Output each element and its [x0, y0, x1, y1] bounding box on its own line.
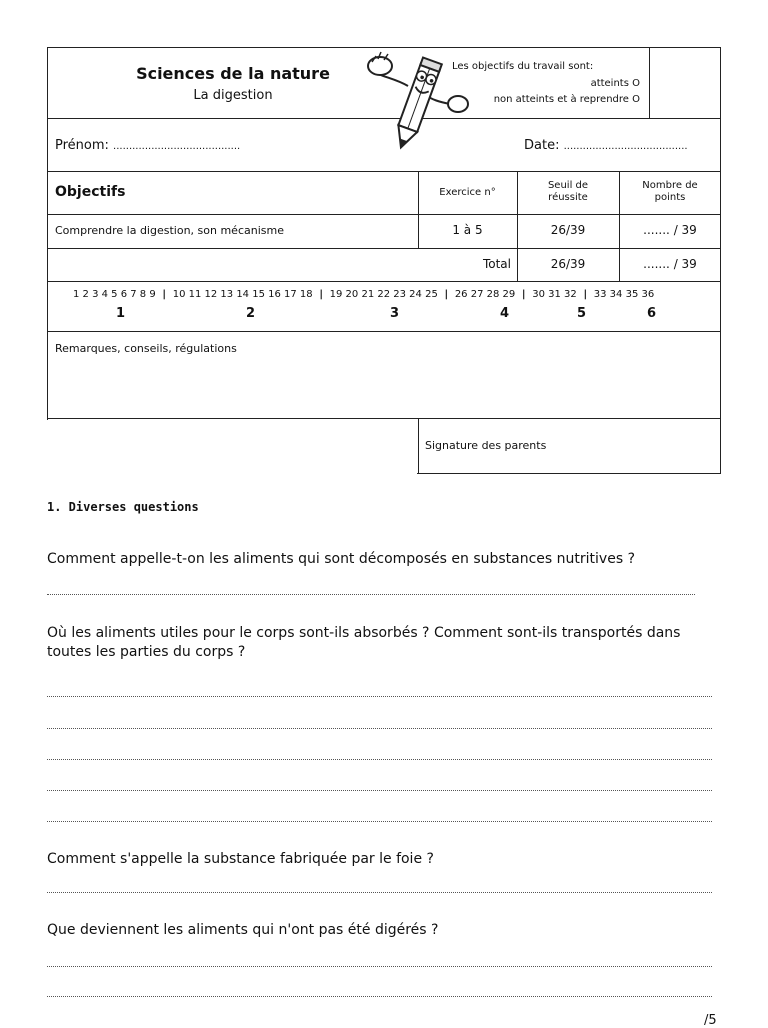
- question-4: Que deviennent les aliments qui n'ont pas été digérés ?: [47, 922, 439, 938]
- scale-group-1: 1 2 3 4 5 6 7 8 9: [73, 289, 156, 300]
- row1-objective: Comprendre la digestion, son mécanisme: [55, 224, 284, 237]
- scale-group-4: 26 27 28 29: [454, 289, 516, 300]
- signature-area[interactable]: [420, 455, 719, 472]
- not-reached-checkbox[interactable]: O: [632, 94, 640, 105]
- scale-group-6: 33 34 35 36: [593, 289, 655, 300]
- objective-not-reached-label: non atteints et à reprendre: [493, 94, 629, 105]
- scale-separator: |: [158, 289, 170, 300]
- question-2: Où les aliments utiles pour le corps sont-ils absorbés ? Comment sont-ils transportés dans toutes les parties du corps ?: [47, 625, 681, 660]
- scale-separator: |: [579, 289, 591, 300]
- col-points: [619, 180, 721, 204]
- scale-separator: |: [518, 289, 530, 300]
- question-1: Comment appelle-t-on les aliments qui sont décomposés en substances nutritives ?: [47, 551, 635, 567]
- reached-checkbox[interactable]: O: [632, 78, 640, 89]
- row1-exercise: 1 à 5: [452, 223, 483, 237]
- row1-points[interactable]: ....... / 39: [643, 223, 697, 237]
- date-dots: .......................................: [563, 141, 688, 152]
- scale-group-5: 30 31 32: [532, 289, 577, 300]
- col-points-line2: points: [654, 192, 686, 203]
- page-score: /5: [704, 1013, 717, 1028]
- scale-separator: |: [441, 289, 452, 300]
- remarks-area[interactable]: [49, 358, 719, 416]
- date-label: Date:: [524, 138, 560, 153]
- answer-line[interactable]: [47, 790, 712, 791]
- col-threshold: [517, 180, 619, 204]
- grade-4: 4: [500, 306, 510, 321]
- answer-line[interactable]: [47, 821, 712, 822]
- col-threshold-line2: réussite: [548, 192, 588, 203]
- first-name-label: Prénom:: [55, 138, 109, 153]
- answer-line[interactable]: [47, 892, 712, 893]
- question-3: Comment s'appelle la substance fabriquée par le foie ?: [47, 851, 434, 867]
- answer-line[interactable]: [47, 594, 695, 595]
- grade-5: 5: [577, 306, 587, 321]
- scale-group-2: 10 11 12 13 14 15 16 17 18: [172, 289, 313, 300]
- section-title: 1. Diverses questions: [47, 500, 199, 514]
- divider: [47, 281, 721, 282]
- col-points-line1: Nombre de: [642, 180, 698, 191]
- answer-line[interactable]: [47, 996, 712, 997]
- col-exercise: Exercice n°: [439, 187, 496, 198]
- col-objectives: Objectifs: [55, 184, 126, 200]
- subject-title: Sciences de la nature: [136, 64, 330, 83]
- answer-line[interactable]: [47, 759, 712, 760]
- first-name-field[interactable]: [55, 138, 240, 153]
- divider: [649, 47, 650, 118]
- col-threshold-line1: Seuil de: [547, 180, 589, 191]
- row1-threshold: 26/39: [550, 223, 586, 237]
- divider: [418, 418, 419, 474]
- answer-line[interactable]: [47, 728, 712, 729]
- objective-reached-label: atteints: [590, 78, 629, 89]
- total-label: Total: [482, 257, 511, 271]
- scale-separator: |: [315, 289, 327, 300]
- answer-line[interactable]: [47, 696, 712, 697]
- objective-reached-row: [540, 78, 640, 89]
- scale-group-3: 19 20 21 22 23 24 25: [329, 289, 438, 300]
- first-name-dots: ........................................: [113, 141, 241, 152]
- signature-label: Signature des parents: [425, 439, 547, 452]
- answer-line[interactable]: [47, 966, 712, 967]
- objective-not-reached-row: [468, 94, 640, 105]
- remarks-label: Remarques, conseils, régulations: [55, 342, 237, 355]
- date-field[interactable]: [524, 138, 688, 153]
- total-points[interactable]: ....... / 39: [643, 257, 697, 271]
- grade-1: 1: [116, 306, 126, 321]
- objectives-intro: Les objectifs du travail sont:: [452, 61, 594, 72]
- grade-2: 2: [246, 306, 256, 321]
- grade-6: 6: [647, 306, 657, 321]
- grading-scale-numbers: [73, 289, 654, 300]
- grade-3: 3: [390, 306, 400, 321]
- total-threshold: 26/39: [550, 257, 586, 271]
- divider: [47, 331, 721, 332]
- mask: [46, 420, 417, 476]
- topic-subtitle: La digestion: [193, 88, 273, 103]
